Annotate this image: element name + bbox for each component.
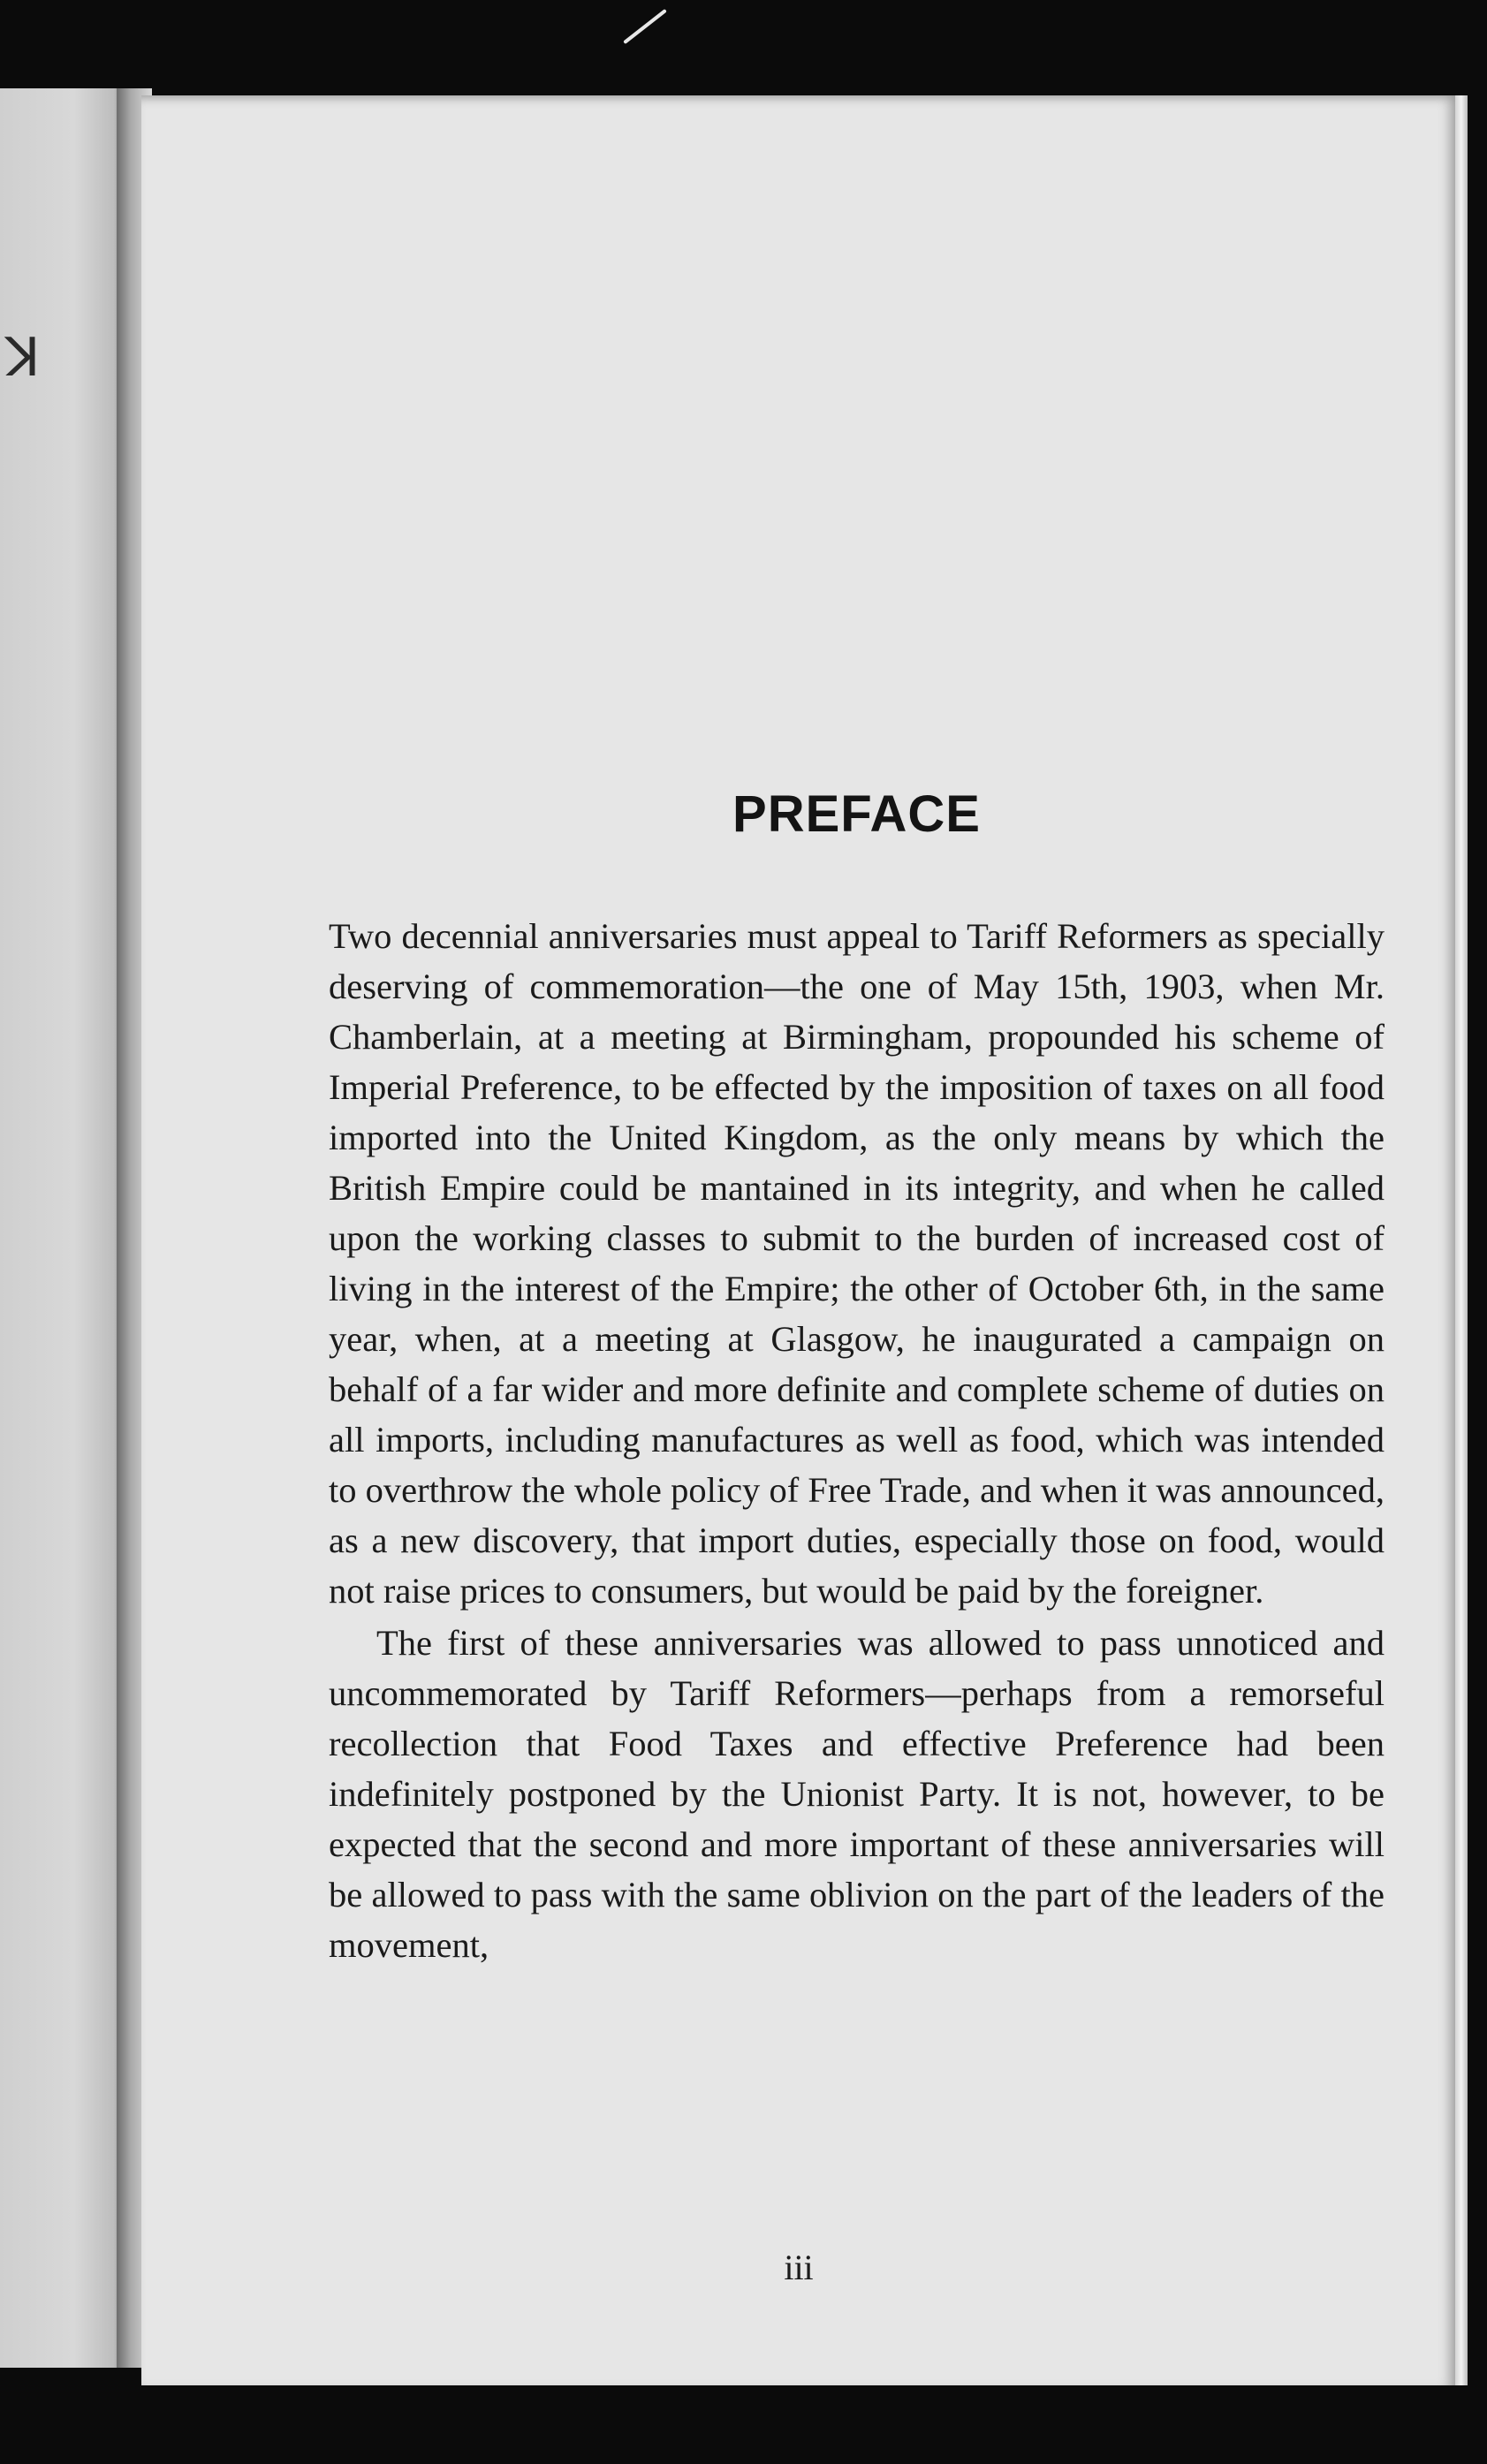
page-title: PREFACE xyxy=(732,785,981,843)
paragraph-2: The first of these anniversaries was allowed to pass unnoticed and uncommemorated by Tariff Reformers—perhaps from a remorseful recollection that Food Taxes and effective Preference had been indefinitely postponed by the Unionist Party. It is not, however, to be expected that the second and more important of these anniversaries will be allowed to pass with the same oblivion on the part of the leaders of the movement, xyxy=(329,1623,1385,1965)
page-fore-edge xyxy=(1455,95,1468,2385)
scan-artifact-mark xyxy=(623,9,667,44)
previous-page-edge xyxy=(0,88,124,2368)
paragraph-1: Two decennial anniversaries must appeal to Tariff Reformers as specially deserving of commemoration—the one of May 15th, 1903, when Mr. Chamberlain, at a meeting at Birmingham, propounded his scheme of Imperial Preference, to be effected by the imposition of taxes on all food imported into the United Kingdom, as the only means by which the British Empire could be mantained in its integrity, and when he called upon the working classes to submit to the burden of increased cost of living in the interest of the Empire; the other of October 6th, in the same year, when, at a meeting at Glasgow, he inaugurated a campaign on behalf of a far wider and more definite and complete scheme of duties on all imports, including manufactures as well as food, which was intended to overthrow the whole policy of Free Trade, and when it was announced, as a new discovery, that import duties, especially those on food, would not raise prices to consumers, but would be paid by the foreigner. xyxy=(329,916,1385,1611)
page-content xyxy=(329,785,1385,2304)
book-page xyxy=(141,95,1456,2385)
page-number: iii xyxy=(784,2248,814,2287)
margin-mark: ꓘ xyxy=(5,327,35,389)
